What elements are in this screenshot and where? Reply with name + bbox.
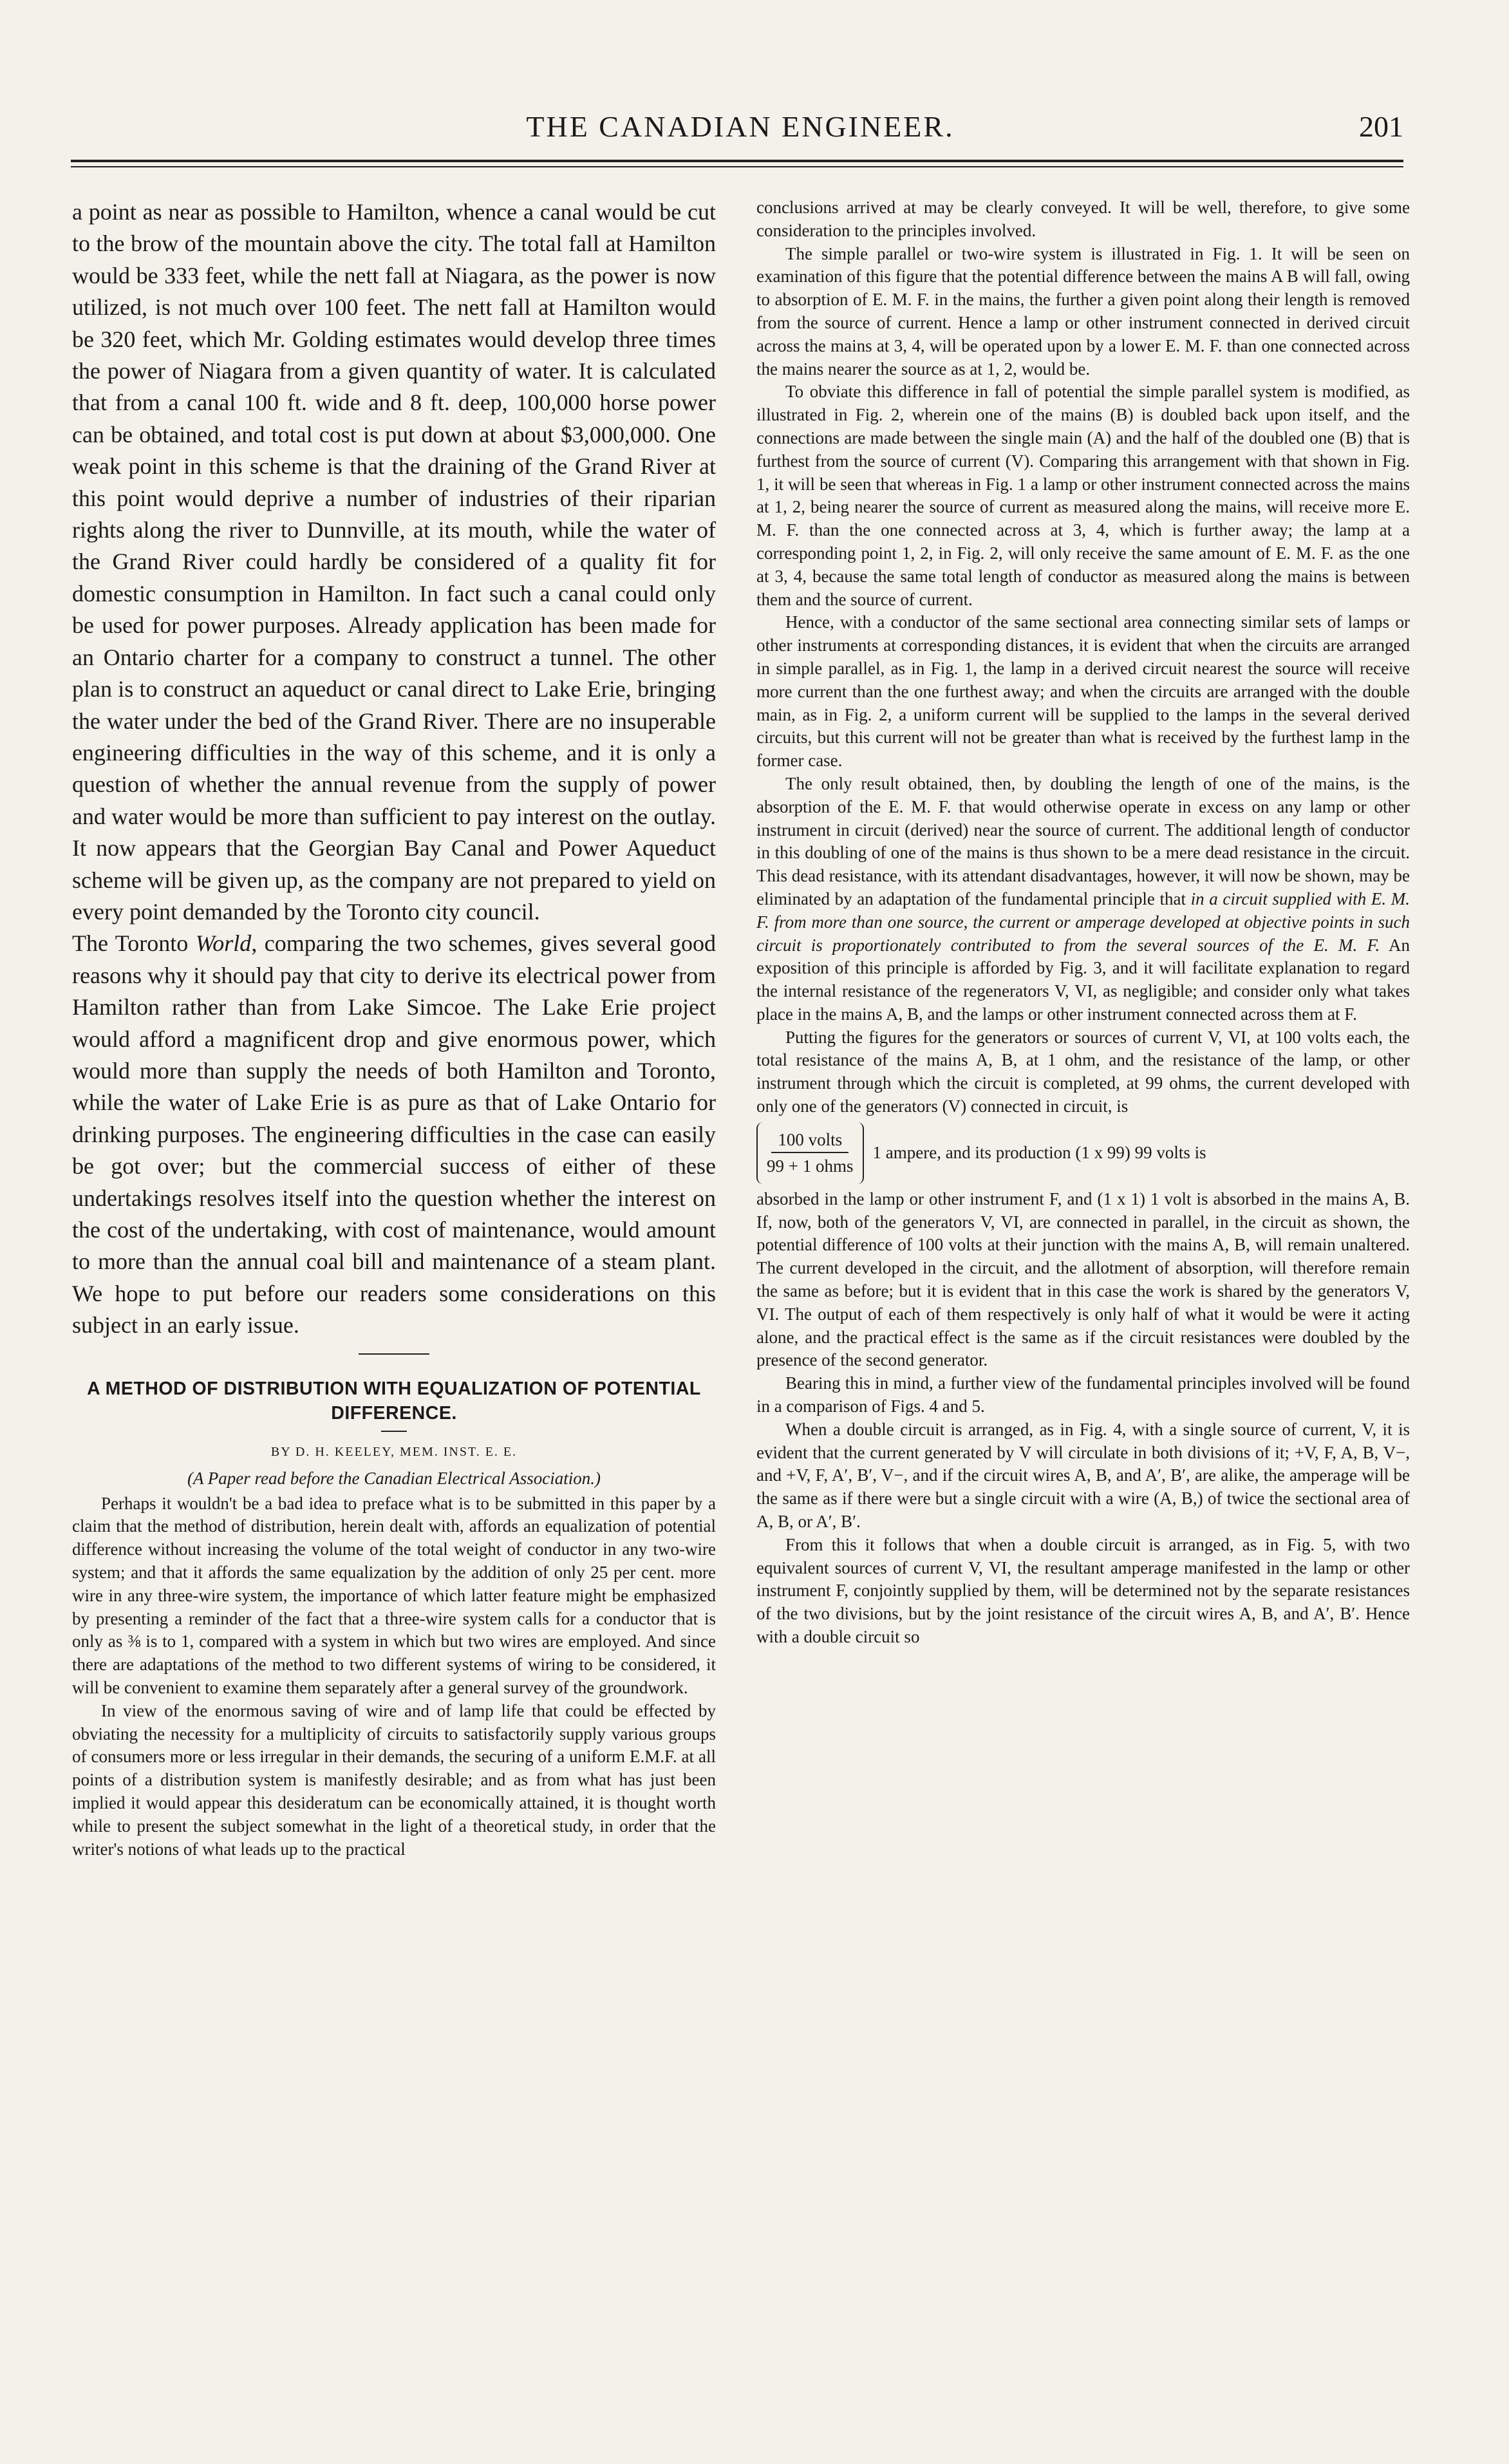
newspaper-name: World <box>195 930 252 957</box>
section-divider <box>359 1353 429 1355</box>
article-paragraph-2: In view of the enormous saving of wire and of lamp life that could be effected by obviating the necessity for a multiplicity of circuits to satisfactorily supply various groups of consumers more or less irregular in their demands, the securing of a uniform E.M.F. at all points of a distribution system is manifestly desirable; and as from what has just been implied it would appear this desideratum can be economically attained, it is thought worth while to present the subject somewhat in the light of a theoretical study, in order that the writer's notions of what leads up to the practical <box>72 1700 716 1859</box>
principle-statement: in a circuit supplied with E. M. F. from more than one source, the current or amperage developed at objective points in such circuit is proportionately contributed to from the several sources of the E. M. F. <box>756 889 1410 955</box>
right-paragraph-6: Putting the figures for the generators or sources of current V, VI, at 100 volts each, the total resistance of the mains A, B, at 1 ohm, and the resistance of the lamp, or other instrument through which the circuit is completed, at 99 ohms, the current developed with only one of the generators (V) connected in circuit, is <box>756 1027 1410 1116</box>
article-byline: BY D. H. KEELEY, MEM. INST. E. E. <box>270 1444 518 1459</box>
text-run: The only result obtained, then, by doubling the length of one of the mains, is the absorption of the E. M. F. that would otherwise operate in excess on any lamp or other instrument in circuit (derived) near the source of current. The additional length of conductor in this doubling of one of the mains is thus shown to be a mere dead resistance in the circuit. This dead resistance, with its attendant disadvantages, however, it will now be shown, may be eliminated by an adaptation of the fundamental principle that <box>756 773 1410 908</box>
page-number: 201 <box>1359 110 1403 143</box>
left-column <box>72 196 716 1861</box>
continued-paragraph: a point as near as possible to Hamilton, whence a canal would be cut to the brow of the mountain above the city. The total fall at Hamilton would be 333 feet, while the nett fall at Niagara, as the power is now utilized, is not much over 100 feet. The nett fall at Hamilton would be 320 feet, which Mr. Golding estimates would develop three times the power of Niagara from a given quantity of water. It is calculated that from a canal 100 ft. wide and 8 ft. deep, 100,000 horse power can be obtained, and total cost is put down at about $3,000,000. One weak point in this scheme is that the draining of the Grand River at this point would deprive a number of industries of their riparian rights along the river to Dunnville, at its mouth, while the water of the Grand River could hardly be considered of a quality fit for domestic consumption in Hamilton. In fact such a canal could only be used for power purposes. Already application has been made for an Ontario charter for a company to construct a tunnel. The other plan is to construct an aqueduct or canal direct to Lake Erie, bringing the water under the bed of the Grand River. There are no insuperable engineering difficulties in the way of this scheme, and it is only a question of whether the annual revenue from the supply of power and water would be more than sufficient to pay interest on the outlay. It now appears that the Georgian Bay Canal and Power Aqueduct scheme will be given up, as the company are not prepared to yield on every point demanded by the Toronto city council. <box>72 199 716 925</box>
article-note: (A Paper read before the Canadian Electrical Association.) <box>187 1468 601 1488</box>
current-formula <box>756 1122 1410 1184</box>
right-paragraph-10: From this it follows that when a double circuit is arranged, as in Fig. 5, with two equivalent sources of current V, VI, the resultant amperage manifested in the lamp or other instrument F, conjointly supplied by them, will be determined not by the separate resistances of the two divisions, but by the joint resistance of the circuit wires A, B, and A′, B′. Hence with a double circuit so <box>756 1534 1410 1647</box>
header-rule-thin <box>71 166 1403 167</box>
title-divider <box>381 1431 407 1432</box>
right-paragraph-2: The simple parallel or two-wire system is illustrated in Fig. 1. It will be seen on examination of this figure that the potential difference between the mains A B will fall, owing to absorption of E. M. F. in the mains, the further a given point along their length is removed from the source of current. Hence a lamp or other instrument connected in derived circuit across the mains at 3, 4, will be operated upon by a lower E. M. F. than one connected across the mains nearer the source as at 1, 2, would be. <box>756 243 1410 379</box>
right-paragraph-9: When a double circuit is arranged, as in Fig. 4, with a single source of current, V, it is evident that the current generated by V will circulate in both divisions of it; +V, F, A, B, V−, and +V, F, A′, B′, V−, and if the circuit wires A, B, and A′, B′, are alike, the amperage will be the same as if there were but a single circuit with a wire (A, B,) of twice the sectional area of A, B, or A′, B′. <box>756 1419 1410 1532</box>
article-paragraph-1: Perhaps it wouldn't be a bad idea to preface what is to be submitted in this paper by a claim that the method of distribution, herein dealt with, affords an equalization of potential difference without increasing the volume of the total weight of conductor in any two-wire system; and that it affords the same equalization by the addition of only 25 per cent. more wire in any three-wire system, the importance of which latter feature might be emphasized by presenting a reminder of the fact that a three-wire system calls for a conductor that is only as ⅜ is to 1, compared with a system in which but two wires are employed. And since there are adaptations of the method to two different systems of wiring to be considered, it will be convenient to examine them separately after a general survey of the groundwork. <box>72 1493 716 1697</box>
text-run: The Toronto <box>72 930 196 957</box>
article-title: A METHOD OF DISTRIBUTION WITH EQUALIZATION OF POTENTIAL DIFFERENCE. <box>87 1378 701 1424</box>
right-paragraph-7: absorbed in the lamp or other instrument F, and (1 x 1) 1 volt is absorbed in the mains A, B. If, now, both of the generators V, VI, are connected in parallel, in the circuit as shown, the potential difference of 100 volts at their junction with the mains A, B, will remain unaltered. The current developed in the circuit, and the allotment of absorption, will therefore remain the same as before; but it is evident that in this case the work is shared by the generators V, VI. The output of each of them respectively is only half of what it would be were it acting alone, and the practical effect is the same as if the circuit resistances were doubled by the presence of the second generator. <box>756 1189 1410 1370</box>
right-paragraph-4: Hence, with a conductor of the same sectional area connecting similar sets of lamps or other instruments at corresponding distances, it is evident that when the circuits are arranged in simple parallel, as in Fig. 1, the lamp in a derived circuit nearest the source will receive more current than the one furthest away; and when the circuits are arranged with the double main, as in Fig. 2, a uniform current will be supplied to the lamps in the several derived circuits, but this current will not be greater than what is received by the furthest lamp in the former case. <box>756 612 1410 771</box>
right-column <box>756 196 1410 1649</box>
continued-paragraph-b <box>72 928 716 1341</box>
fraction-numerator: 100 volts <box>771 1127 848 1153</box>
formula-result: 1 ampere, and its production (1 x 99) 99 volts is <box>872 1142 1206 1162</box>
right-paragraph-1: conclusions arrived at may be clearly conveyed. It will be well, therefore, to give some consideration to the principles involved. <box>756 198 1410 240</box>
right-paragraph-3: To obviate this difference in fall of potential the simple parallel system is modified, as illustrated in Fig. 2, wherein one of the mains (B) is doubled back upon itself, and the connections are made between the single main (A) and the half of the doubled one (B) that is furthest from the source of current (V). Comparing this arrangement with that shown in Fig. 1, it will be seen that whereas in Fig. 1 a lamp or other instrument connected across the mains at 1, 2, being nearer the source of current as measured along the mains, will receive more E. M. F. than the one connected across at 3, 4, which is further away; the lamp at a corresponding point 1, 2, in Fig. 2, will only receive the same amount of E. M. F. as the one at 3, 4, because the same total length of conductor as measured along the mains is between them and the source of current. <box>756 382 1410 609</box>
text-run: An exposition of this principle is afforded by Fig. 3, and it will facilitate explanation to regard the internal resistance of the regenerators V, VI, as negligible; and consider only what takes place in the mains A, B, and the lamps or other instrument connected across them at F. <box>756 935 1410 1024</box>
header-rule-thick <box>71 160 1403 162</box>
fraction-denominator: 99 + 1 ohms <box>767 1156 854 1176</box>
journal-title: THE CANADIAN ENGINEER. <box>526 110 955 143</box>
right-paragraph-8: Bearing this in mind, a further view of the fundamental principles involved will be found in a comparison of Figs. 4 and 5. <box>756 1373 1410 1416</box>
page-header <box>71 109 1410 161</box>
right-paragraph-5 <box>756 773 1410 1026</box>
fraction <box>756 1122 864 1184</box>
text-run: , comparing the two schemes, gives several good reasons why it should pay that city to derive its electrical power from Hamilton rather than from Lake Simcoe. The Lake Erie project would afford a magnificent drop and give enormous power, which would more than supply the needs of both Hamilton and Toronto, while the water of Lake Erie is as pure as that of Lake Ontario for drinking purposes. The engineering difficulties in the case can easily be got over; but the commercial success of either of these undertakings resolves itself into the question whether the interest on the cost of the undertaking, with cost of maintenance, would amount to more than the annual coal bill and maintenance of a steam plant. We hope to put before our readers some considerations on this subject in an early issue. <box>72 930 716 1339</box>
